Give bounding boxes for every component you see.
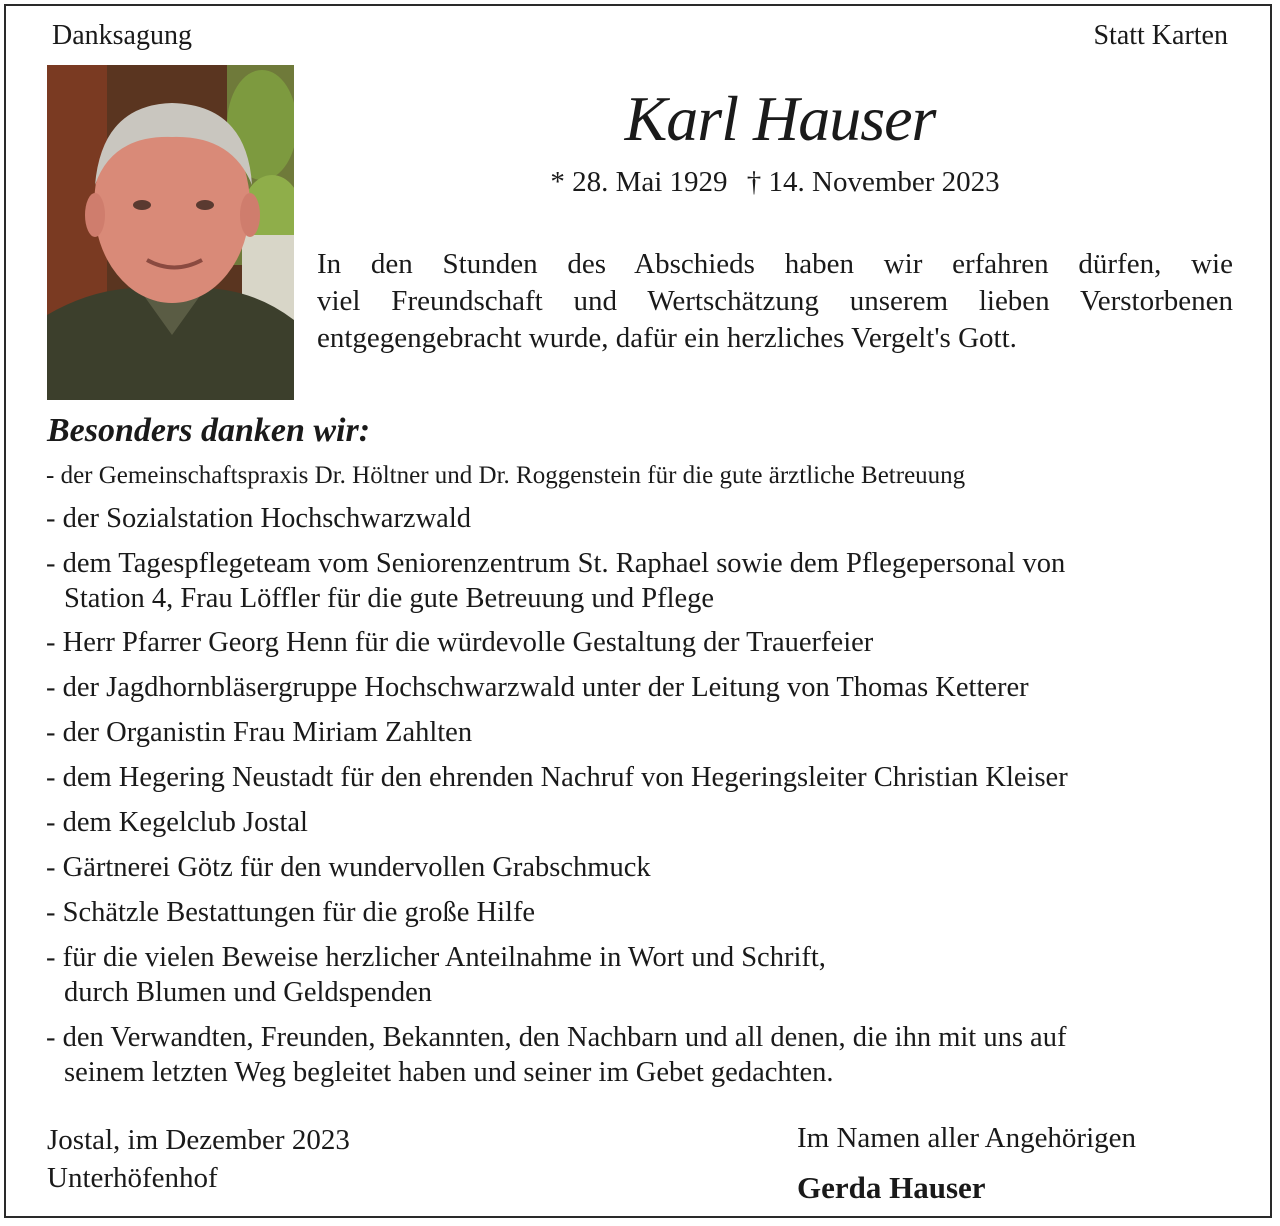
list-item: - der Organistin Frau Miriam Zahlten bbox=[46, 717, 473, 748]
list-item: - der Sozialstation Hochschwarzwald bbox=[46, 503, 471, 534]
list-item: - dem Hegering Neustadt für den ehrenden Nachruf von Hegeringsleiter Christian Kleiser bbox=[46, 762, 1068, 793]
intro-paragraph bbox=[317, 246, 1233, 357]
death-date: † 14. November 2023 bbox=[746, 166, 1000, 198]
place-date: Jostal, im Dezember 2023 bbox=[47, 1124, 350, 1156]
list-item: - dem Kegelclub Jostal bbox=[46, 807, 308, 838]
intro-line: entgegengebracht wurde, dafür ein herzliches Vergelt's Gott. bbox=[317, 322, 1017, 354]
list-item: - Gärtnerei Götz für den wundervollen Grabschmuck bbox=[46, 852, 651, 883]
list-item: - Herr Pfarrer Georg Henn für die würdevolle Gestaltung der Trauerfeier bbox=[46, 627, 874, 658]
list-item: - Schätzle Bestattungen für die große Hilfe bbox=[46, 897, 536, 928]
list-item: - den Verwandten, Freunden, Bekannten, den Nachbarn und all denen, die ihn mit uns auf seinem letzten Weg begleitet haben und seiner im Gebet gedachten. bbox=[46, 1022, 1067, 1088]
notice-subtype-label: Statt Karten bbox=[1093, 20, 1228, 51]
list-item: - für die vielen Beweise herzlicher Anteilnahme in Wort und Schrift, durch Blumen und Geldspenden bbox=[46, 942, 826, 1008]
signer-name: Gerda Hauser bbox=[797, 1170, 986, 1205]
list-item: - der Gemeinschaftspraxis Dr. Höltner und Dr. Roggenstein für die gute ärztliche Betreuung bbox=[46, 462, 966, 489]
life-dates bbox=[0, 166, 1280, 199]
thanks-heading: Besonders danken wir: bbox=[47, 412, 371, 449]
intro-line: In den Stunden des Abschieds haben wir erfahren dürfen, wie bbox=[317, 248, 1233, 280]
intro-line: viel Freundschaft und Wertschätzung unserem lieben Verstorbenen bbox=[317, 285, 1233, 317]
deceased-name: Karl Hauser bbox=[624, 83, 936, 154]
notice-type-label: Danksagung bbox=[52, 20, 192, 51]
on-behalf-line: Im Namen aller Angehörigen bbox=[797, 1122, 1137, 1154]
place-subline: Unterhöfenhof bbox=[47, 1162, 218, 1194]
birth-date: * 28. Mai 1929 bbox=[550, 166, 728, 198]
list-item: - der Jagdhornbläsergruppe Hochschwarzwald unter der Leitung von Thomas Ketterer bbox=[46, 672, 1029, 703]
thanks-list bbox=[46, 458, 1246, 1090]
list-item: - dem Tagespflegeteam vom Seniorenzentrum St. Raphael sowie dem Pflegepersonal von Station 4, Frau Löffler für die gute Betreuung und Pflege bbox=[46, 548, 1066, 614]
